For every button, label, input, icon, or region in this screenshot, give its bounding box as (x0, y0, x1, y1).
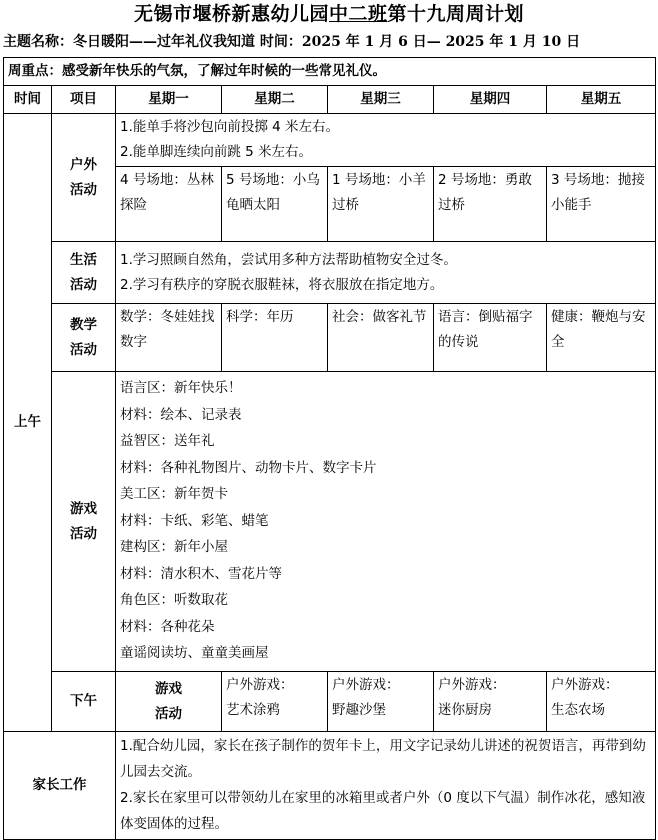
life-row (4, 242, 656, 304)
life-items (116, 242, 656, 304)
page-title (0, 2, 658, 26)
title-week: 第十九周周计划 (387, 3, 525, 25)
outdoor-label (52, 114, 116, 242)
games-line: 材料：各种礼物图片、动物卡片、数字卡片 (120, 459, 377, 476)
life-label-1: 生活 (70, 251, 97, 268)
header-thursday: 星期四 (434, 86, 547, 114)
afternoon-monday (222, 672, 328, 732)
header-friday: 星期五 (547, 86, 656, 114)
period-afternoon: 下午 (52, 672, 116, 732)
header-monday: 星期一 (116, 86, 222, 114)
games-label (52, 372, 116, 672)
games-line: 语言区：新年快乐！ (120, 380, 242, 396)
header-item: 项目 (52, 86, 116, 114)
games-line: 角色区：听数取花 (120, 592, 228, 608)
afternoon-wednesday (434, 672, 547, 732)
games-areas (116, 372, 656, 672)
afternoon-games-label (116, 672, 222, 732)
teaching-friday: 健康：鞭炮与安全 (547, 304, 656, 372)
header-time: 时间 (4, 86, 52, 114)
afternoon-game-type: 户外游戏： (332, 677, 400, 693)
outdoor-label-1: 户外 (70, 156, 97, 173)
life-label-2: 活动 (70, 276, 97, 293)
afternoon-games-label-2: 活动 (155, 705, 182, 722)
weekly-plan-table (3, 57, 656, 840)
period-morning: 上午 (4, 114, 52, 732)
games-line: 材料：卡纸、彩笔、蜡笔 (120, 512, 269, 529)
life-item-2: 2.学习有秩序的穿脱衣服鞋袜，将衣服放在指定地方。 (120, 276, 444, 293)
outdoor-wednesday: 1 号场地：小羊过桥 (328, 167, 434, 242)
games-line: 材料：绘本、记录表 (120, 406, 242, 423)
outdoor-monday: 4 号场地：丛林探险 (116, 167, 222, 242)
header-tuesday: 星期二 (222, 86, 328, 114)
afternoon-game-name: 野趣沙堡 (332, 702, 386, 718)
teaching-wednesday: 社会：做客礼节 (328, 304, 434, 372)
teaching-monday: 数学：冬娃娃找数字 (116, 304, 222, 372)
outdoor-goal-1: 1.能单手将沙包向前投掷 4 米左右。 (120, 119, 340, 135)
games-line: 材料：清水积木、雪花片等 (120, 565, 282, 582)
outdoor-goals-row (4, 114, 656, 167)
afternoon-game-name: 艺术涂鸦 (226, 702, 280, 718)
teaching-label-2: 活动 (70, 341, 97, 358)
parents-item-2: 2.家长在家里可以带领幼儿在家里的冰箱里或者户外（0 度以下气温）制作冰花，感知液体变固体的过程。 (120, 790, 646, 832)
teaching-tuesday: 科学：年历 (222, 304, 328, 372)
afternoon-game-type: 户外游戏： (438, 677, 506, 693)
teaching-label (52, 304, 116, 372)
header-wednesday: 星期三 (328, 86, 434, 114)
life-label (52, 242, 116, 304)
games-line: 材料：各种花朵 (120, 618, 215, 635)
afternoon-thursday (547, 672, 656, 732)
games-line: 美工区：新年贺卡 (120, 486, 228, 502)
afternoon-game-name: 迷你厨房 (438, 702, 492, 718)
games-line: 益智区：送年礼 (120, 433, 215, 449)
outdoor-friday: 3 号场地：抛接小能手 (547, 167, 656, 242)
header-row (4, 86, 656, 114)
outdoor-label-2: 活动 (70, 181, 97, 198)
afternoon-row (4, 672, 656, 732)
parents-items (116, 732, 656, 840)
title-school: 无锡市堰桥新惠幼儿园 (133, 3, 329, 25)
games-row (4, 372, 656, 672)
parents-row (4, 732, 656, 840)
parents-item-1: 1.配合幼儿园，家长在孩子制作的贺年卡上，用文字记录幼儿讲述的祝贺语言，再带到幼儿园去交流。 (120, 738, 646, 780)
week-focus: 周重点：感受新年快乐的气氛，了解过年时候的一些常见礼仪。 (4, 58, 656, 86)
games-line: 建构区：新年小屋 (120, 539, 228, 555)
outdoor-goals (116, 114, 656, 167)
afternoon-game-type: 户外游戏： (551, 677, 619, 693)
outdoor-thursday: 2 号场地：勇敢过桥 (434, 167, 547, 242)
life-item-1: 1.学习照顾自然角，尝试用多种方法帮助植物安全过冬。 (120, 251, 457, 268)
games-label-2: 活动 (70, 525, 97, 542)
teaching-row (4, 304, 656, 372)
theme-and-date: 主题名称：冬日暖阳——过年礼仪我知道 时间：2025 年 1 月 6 日— 2025 年 1 月 10 日 (3, 34, 581, 50)
parents-label: 家长工作 (4, 732, 116, 840)
outdoor-goal-2: 2.能单脚连续向前跳 5 米左右。 (120, 144, 313, 160)
afternoon-tuesday (328, 672, 434, 732)
title-class: 中二班 (328, 3, 388, 25)
games-line: 童谣阅读坊、童童美画屋 (120, 645, 269, 661)
week-focus-row (4, 58, 656, 86)
outdoor-tuesday: 5 号场地：小乌龟晒太阳 (222, 167, 328, 242)
afternoon-games-label-1: 游戏 (155, 680, 182, 697)
afternoon-game-name: 生态农场 (551, 702, 605, 718)
afternoon-game-type: 户外游戏： (226, 677, 294, 693)
teaching-thursday: 语言：倒贴福字的传说 (434, 304, 547, 372)
games-label-1: 游戏 (70, 500, 97, 517)
teaching-label-1: 教学 (70, 316, 97, 333)
